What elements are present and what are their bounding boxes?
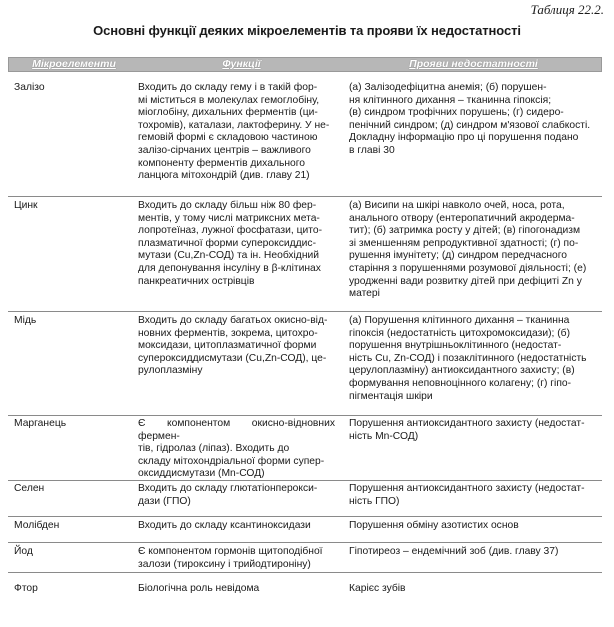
deficiency-line: ність Mn-СОД): [349, 430, 419, 442]
element-function: [138, 546, 343, 571]
element-name: Мідь: [14, 315, 37, 326]
deficiency-line: Порушення обміну азотистих основ: [349, 520, 519, 531]
function-line: компоненту ферментів дихального: [138, 157, 305, 169]
table-row: [8, 546, 602, 571]
function-line: мутази (Cu,Zn-СОД) та ін. Необхідний: [138, 250, 320, 262]
element-deficiency: [343, 82, 602, 183]
function-line: залізо-сірчаних центрів – важливого: [138, 144, 311, 156]
deficiency-line: ність Cu, Zn-СОД) і позаклітинного (недостатність: [349, 352, 587, 364]
element-deficiency: [343, 583, 602, 596]
header-deficiency: Прояви недостатності: [409, 58, 538, 70]
function-line: мі міститься в молекулах гемоглобіну,: [138, 94, 320, 106]
function-line: Входить до складу глютатіонперокси-: [138, 483, 318, 494]
deficiency-line: пенічний синдром; (д) синдром м'язової слабкості.: [349, 119, 591, 131]
function-line: плазматичної форми супероксиддис-: [138, 237, 316, 249]
function-line: тохромів), каталази, лактоферину. У не-: [138, 119, 330, 131]
function-line: тів, гідролаз (ліпаз). Входить до: [138, 443, 290, 455]
row-divider: [8, 196, 602, 197]
function-line: залози (тироксину і трийодтироніну): [138, 558, 311, 570]
function-line: Є компонентом окисно-відновних фермен-: [138, 418, 335, 442]
deficiency-line: ня клітинного дихання – тканинна гіпоксія;: [349, 94, 552, 106]
row-divider: [8, 480, 602, 481]
function-line: складу мітохондріальної форми супер-: [138, 455, 325, 467]
element-deficiency: [343, 483, 602, 508]
deficiency-line: уродженні вади розвитку дітей при дефіциті Zn у: [349, 275, 582, 287]
deficiency-line: Докладну інформацію про ці порушення подано: [349, 132, 579, 144]
table-row: [8, 583, 602, 596]
function-line: панкреатичних острівців: [138, 275, 255, 287]
row-divider: [8, 415, 602, 416]
deficiency-line: (в) синдром трофічних порушень; (г) сидеро-: [349, 107, 564, 119]
element-function: [138, 82, 343, 183]
deficiency-line: пігментація шкіри: [349, 390, 433, 402]
element-function: [138, 483, 343, 508]
table-row: [8, 315, 602, 403]
function-line: Входить до складу ксантиноксидази: [138, 520, 311, 531]
deficiency-line: Гіпотиреоз – ендемічний зоб (див. главу 37): [349, 546, 559, 557]
function-line: новних ферментів, зокрема, цитохро-: [138, 327, 318, 339]
function-line: Входить до складу більш ніж 80 фер-: [138, 200, 317, 211]
deficiency-line: Карієс зубів: [349, 583, 406, 594]
function-line: Входить до складу багатьох окисно-від-: [138, 315, 328, 326]
element-name: Молібден: [14, 520, 60, 531]
function-line: супероксиддисмутази (Cu,Zn-СОД), це-: [138, 352, 327, 364]
table-row: [8, 82, 602, 183]
table-title: Основні функції деяких мікроелементів та прояви їх недостатності: [93, 23, 521, 38]
element-deficiency: [343, 418, 602, 481]
function-line: міоглобіну, дихальних ферментів (ци-: [138, 107, 318, 119]
header-functions: Функції: [222, 58, 261, 70]
deficiency-line: Порушення антиоксидантного захисту (недостат-: [349, 483, 585, 494]
element-function: [138, 583, 343, 596]
deficiency-line: тит); (б) затримка росту у дітей; (в) гіпогонадизм: [349, 225, 581, 237]
header-microelements: Мікроелементи: [32, 58, 116, 70]
deficiency-line: анального отвору (ентеропатичний акродерма-: [349, 212, 575, 224]
deficiency-line: гіпоксія (недостатність цитохромоксидази); (б): [349, 327, 571, 339]
table-row: [8, 520, 602, 533]
row-divider: [8, 516, 602, 517]
deficiency-line: рушення імунітету; (д) синдром передчасного: [349, 250, 568, 262]
table-row: [8, 418, 602, 481]
function-line: ланцюга мітохондрій (див. главу 21): [138, 170, 310, 182]
element-function: [138, 200, 343, 301]
deficiency-line: формування неповноцінного колагену; (г) гіпо-: [349, 377, 572, 389]
element-name: Йод: [14, 546, 33, 557]
element-name: Цинк: [14, 200, 38, 211]
function-line: рулоплазміну: [138, 365, 203, 377]
row-divider: [8, 311, 602, 312]
deficiency-line: зі зменшенням репродуктивної здатності; (г) по-: [349, 237, 579, 249]
function-line: гемовій формі є складовою частиною: [138, 132, 318, 144]
function-line: Є компонентом гормонів щитоподібної: [138, 546, 323, 557]
element-name: Селен: [14, 483, 45, 494]
element-name: Залізо: [14, 82, 45, 93]
table-row: [8, 483, 602, 508]
function-line: ментів, у тому числі матриксних мета-: [138, 212, 320, 224]
row-divider: [8, 572, 602, 573]
function-line: моксидази, цитоплазматичної форми: [138, 340, 317, 352]
deficiency-line: (а) Висипи на шкірі навколо очей, носа, рота,: [349, 200, 565, 211]
deficiency-line: (а) Залізодефіцитна анемія; (б) порушен-: [349, 82, 547, 93]
function-line: для депонування інсуліну в β-клітинах: [138, 262, 321, 274]
deficiency-line: (а) Порушення клітинного дихання – тканинна: [349, 315, 570, 326]
function-line: лопротеїназ, лужної фосфатази, цито-: [138, 225, 323, 237]
function-line: Входить до складу гему і в такій фор-: [138, 82, 318, 93]
element-deficiency: [343, 546, 602, 571]
table-header: [8, 57, 602, 72]
element-function: [138, 315, 343, 403]
function-line: Біологічна роль невідома: [138, 583, 260, 594]
element-name: Марганець: [14, 418, 67, 429]
deficiency-line: порушення внутрішньоклітинного (недостат-: [349, 340, 562, 352]
table-row: [8, 200, 602, 301]
deficiency-line: старіння з порушеннями розумової діяльності; (е): [349, 262, 587, 274]
function-line: дази (ГПО): [138, 495, 191, 507]
deficiency-line: Порушення антиоксидантного захисту (недостат-: [349, 418, 585, 429]
deficiency-line: ність ГПО): [349, 495, 400, 507]
row-divider: [8, 542, 602, 543]
element-function: [138, 418, 343, 481]
table-number: Таблиця 22.2.: [530, 2, 604, 17]
element-deficiency: [343, 315, 602, 403]
element-function: [138, 520, 343, 533]
deficiency-line: матері: [349, 288, 380, 300]
deficiency-line: церулоплазміну) антиоксидантного захисту; (в): [349, 365, 575, 377]
element-deficiency: [343, 520, 602, 533]
deficiency-line: в главі 30: [349, 144, 395, 156]
element-deficiency: [343, 200, 602, 301]
function-line: оксиддисмутази (Mn-СОД): [138, 468, 265, 480]
element-name: Фтор: [14, 583, 38, 594]
